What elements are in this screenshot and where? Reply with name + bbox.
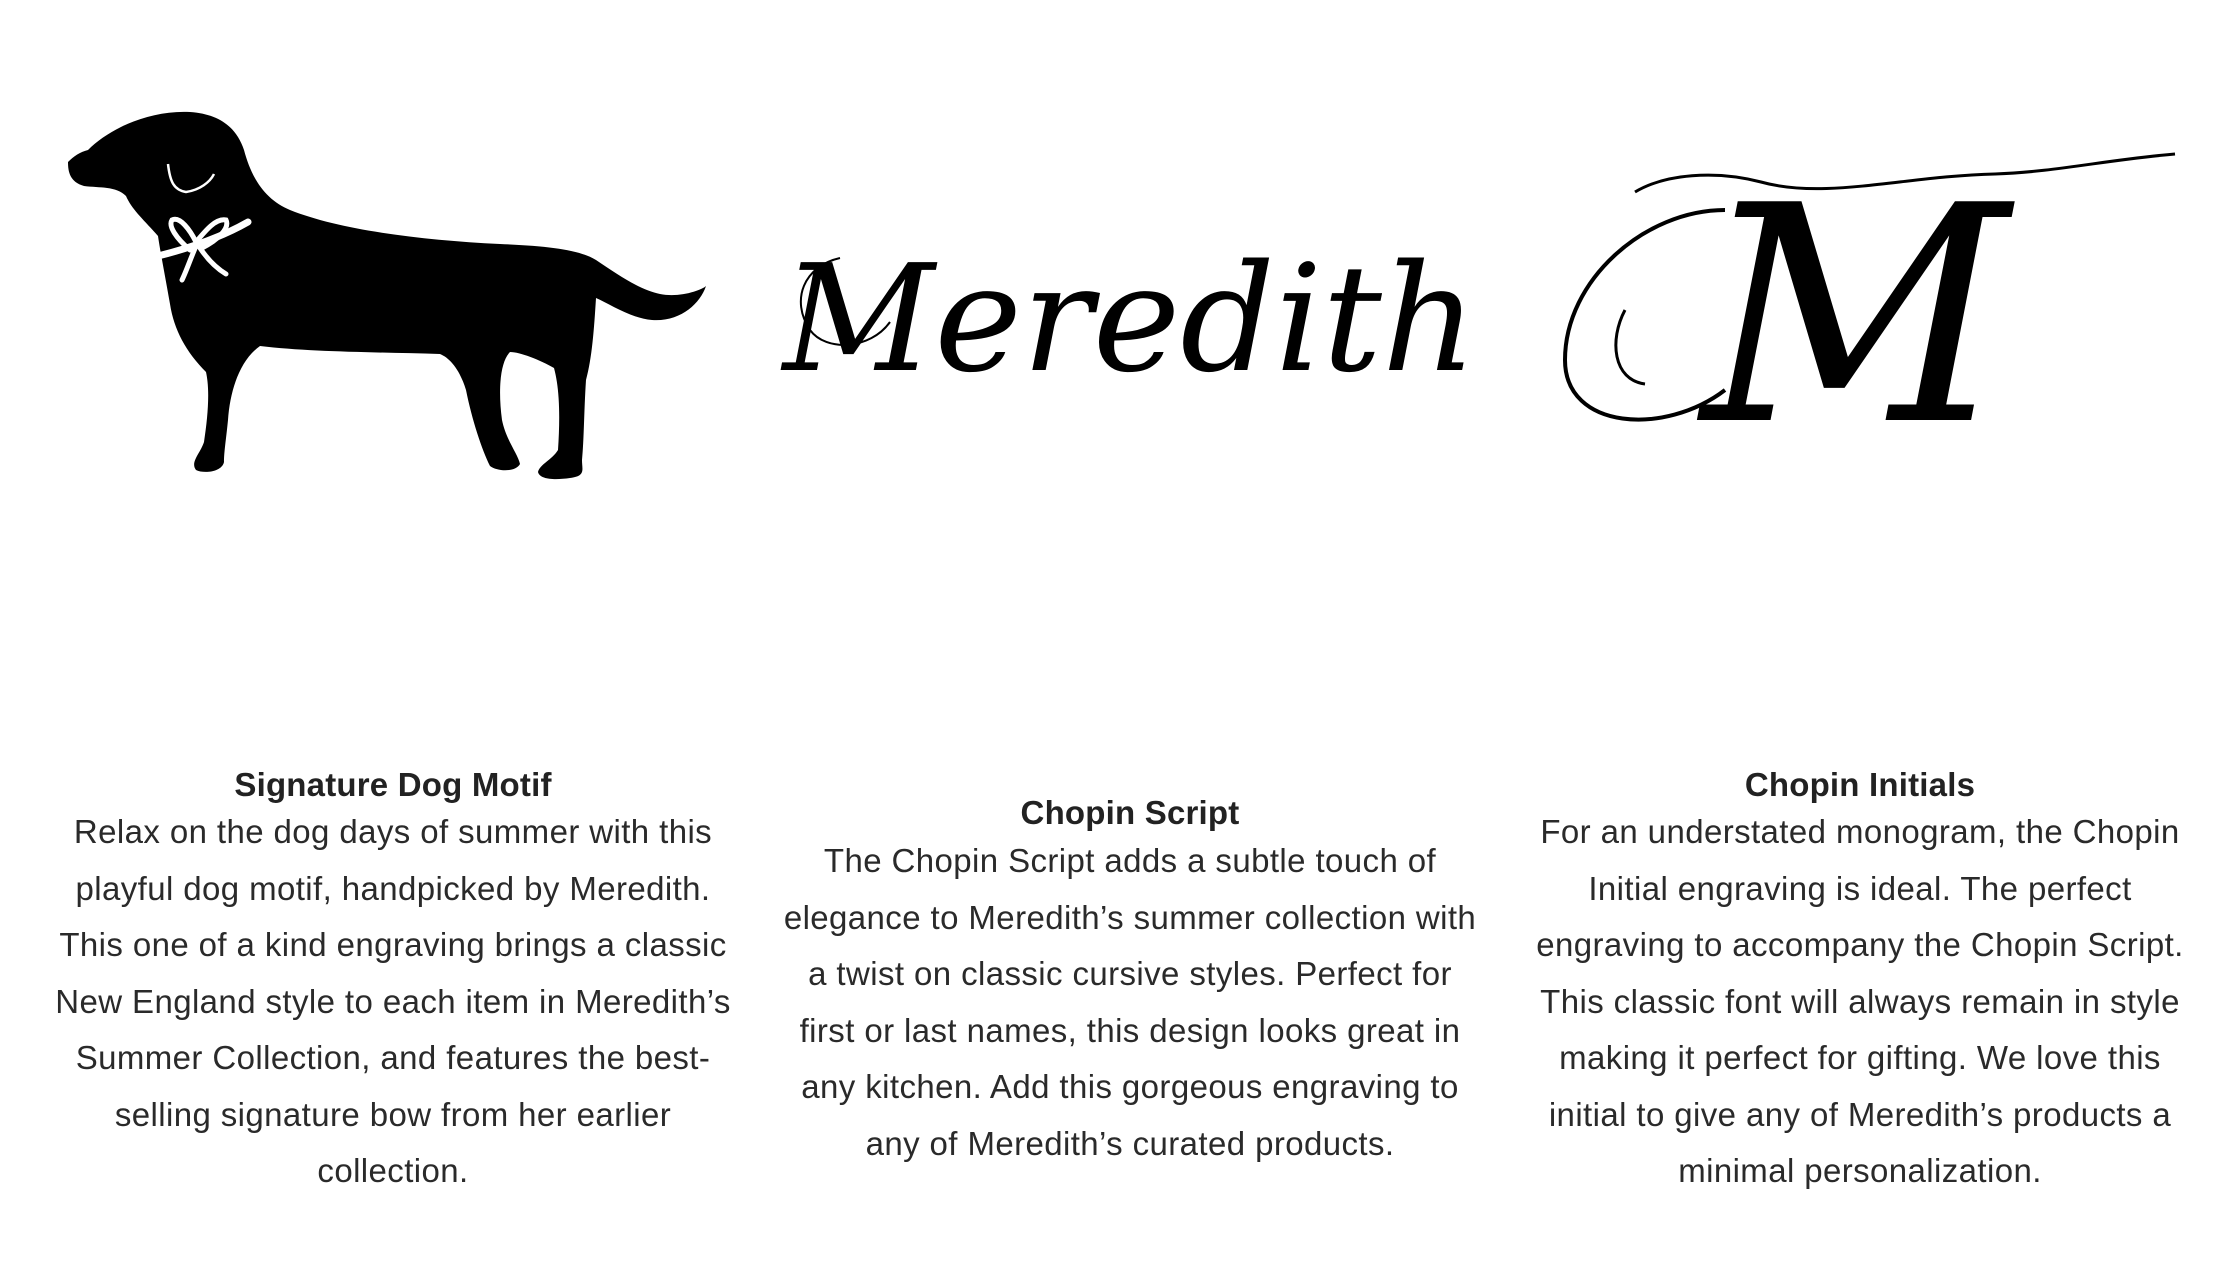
feature-chopin-initials <box>1525 0 2195 1270</box>
feature-description: The Chopin Script adds a subtle touch of elegance to Meredith’s summer collection with a twist on classic cursive styles. Perfect for first or last names, this design looks great in any kitchen. Add this gorgeous engraving to any of Meredith’s curated products. <box>783 842 1477 1162</box>
feature-title: Chopin Initials <box>1744 766 1976 804</box>
feature-chopin-script <box>780 0 1480 1270</box>
initial-sample-letter: M <box>1701 142 2009 491</box>
feature-title: Chopin Script <box>1020 794 1240 832</box>
dog-silhouette-icon <box>40 90 746 570</box>
script-sample-word: Meredith <box>782 233 1478 405</box>
dog-motif-image <box>40 90 746 570</box>
script-sample-art <box>780 90 1480 570</box>
chopin-script-sample <box>780 90 1480 570</box>
feature-title: Signature Dog Motif <box>234 766 552 804</box>
initial-sample-art <box>1525 90 2195 570</box>
chopin-initial-sample <box>1525 90 2195 570</box>
feature-description: For an understated monogram, the Chopin Initial engraving is ideal. The perfect engraving to accompany the Chopin Script. This classic font will always remain in style making it perfect for gifting. We love this initial to give any of Meredith’s products a minimal personalization. <box>1536 813 2184 1189</box>
feature-dog-motif <box>40 0 746 1270</box>
feature-description: Relax on the dog days of summer with this playful dog motif, handpicked by Meredith. This one of a kind engraving brings a classic New England style to each item in Meredith’s Summer Collection, and features the best-selling signature bow from her earlier collection. <box>55 813 731 1189</box>
